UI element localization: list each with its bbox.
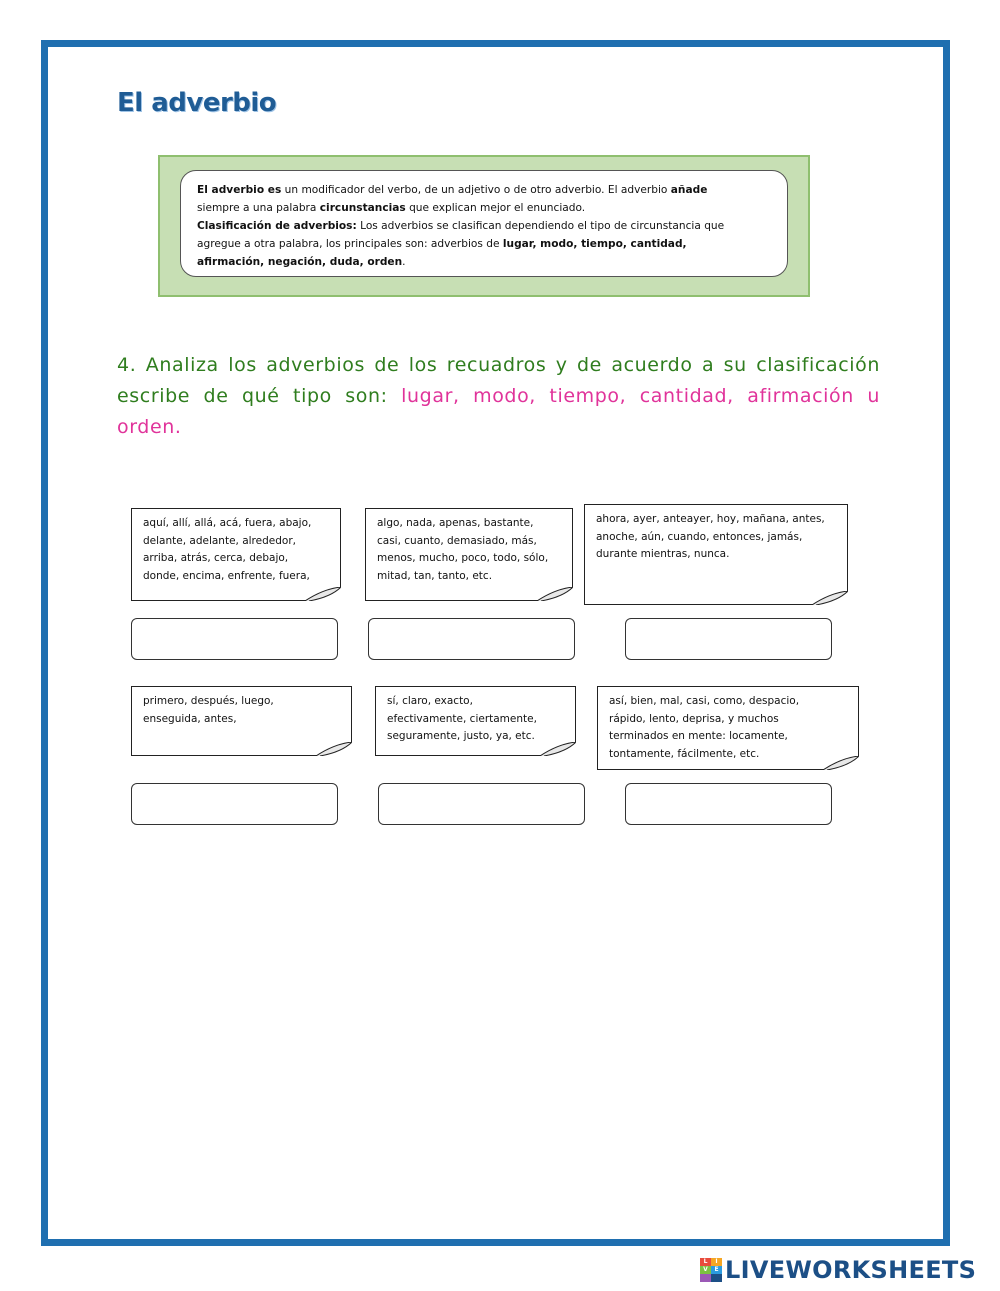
note-line: sí, claro, exacto, [387, 695, 473, 707]
note-card-tiempo [584, 504, 848, 605]
brand-mark-icon: L I V E [700, 1258, 722, 1282]
note-card-lugar [131, 508, 341, 601]
note-line: algo, nada, apenas, bastante, [377, 517, 534, 529]
page-curl-icon [537, 587, 573, 601]
note-line: mitad, tan, tanto, etc. [377, 569, 493, 582]
definition-box [158, 155, 810, 297]
page-curl-icon [812, 591, 848, 605]
page-title: El adverbio [117, 88, 277, 118]
note-line: tontamente, fácilmente, etc. [609, 747, 760, 760]
answer-input-2[interactable] [368, 618, 575, 660]
brand-name: LIVEWORKSHEETS [725, 1256, 977, 1284]
liveworksheets-logo [700, 1256, 976, 1284]
note-line: seguramente, justo, ya, etc. [387, 730, 535, 742]
page-curl-icon [305, 587, 341, 601]
note-line: efectivamente, ciertamente, [387, 712, 537, 725]
answer-input-3[interactable] [625, 618, 832, 660]
note-line: aquí, allí, allá, acá, fuera, abajo, [143, 517, 312, 529]
page-curl-icon [316, 742, 352, 756]
answer-input-4[interactable] [131, 783, 338, 825]
note-line: durante mientras, nunca. [596, 548, 730, 560]
note-line: arriba, atrás, cerca, debajo, [143, 552, 289, 564]
definition-text: El adverbio es un modificador del verbo, de un adjetivo o de otro adverbio. El adverbio añade siempre a una palabra circunstancias que explican mejor el enunciado. Clasificación de adverbios: Los adverbios se clasifican dependiendo el tipo de circunstancia que agregue a otra palabra, los principales son: adverbios de lugar, modo, tiempo, cantidad, afirmación, negación, duda, orden. [180, 170, 788, 277]
note-line: casi, cuanto, demasiado, más, [377, 534, 537, 547]
answer-input-6[interactable] [625, 783, 832, 825]
note-line: rápido, lento, deprisa, y muchos [609, 712, 779, 725]
note-line: ahora, ayer, anteayer, hoy, mañana, antes, [596, 513, 825, 525]
note-card-modo [597, 686, 859, 770]
instruction-text: 4. Analiza los adverbios de los recuadros y de acuerdo a su clasificación escribe de qué tipo son: lugar, modo, tiempo, cantidad, afirmación u orden. [117, 354, 880, 438]
note-card-cantidad [365, 508, 573, 601]
answer-input-5[interactable] [378, 783, 585, 825]
note-line: donde, encima, enfrente, fuera, [143, 569, 310, 582]
instruction-options: lugar, modo, tiempo, cantidad, afirmación u orden. [117, 385, 880, 438]
note-line: terminados en mente: locamente, [609, 730, 788, 742]
note-line: delante, adelante, alrededor, [143, 534, 296, 547]
note-line: así, bien, mal, casi, como, despacio, [609, 695, 800, 707]
note-card-afirmacion [375, 686, 576, 756]
answer-input-1[interactable] [131, 618, 338, 660]
note-card-orden [131, 686, 352, 756]
note-line: primero, después, luego, [143, 695, 274, 707]
page-curl-icon [540, 742, 576, 756]
note-line: enseguida, antes, [143, 712, 237, 725]
page-curl-icon [823, 756, 859, 770]
note-line: anoche, aún, cuando, entonces, jamás, [596, 530, 803, 543]
note-line: menos, mucho, poco, todo, sólo, [377, 552, 549, 564]
